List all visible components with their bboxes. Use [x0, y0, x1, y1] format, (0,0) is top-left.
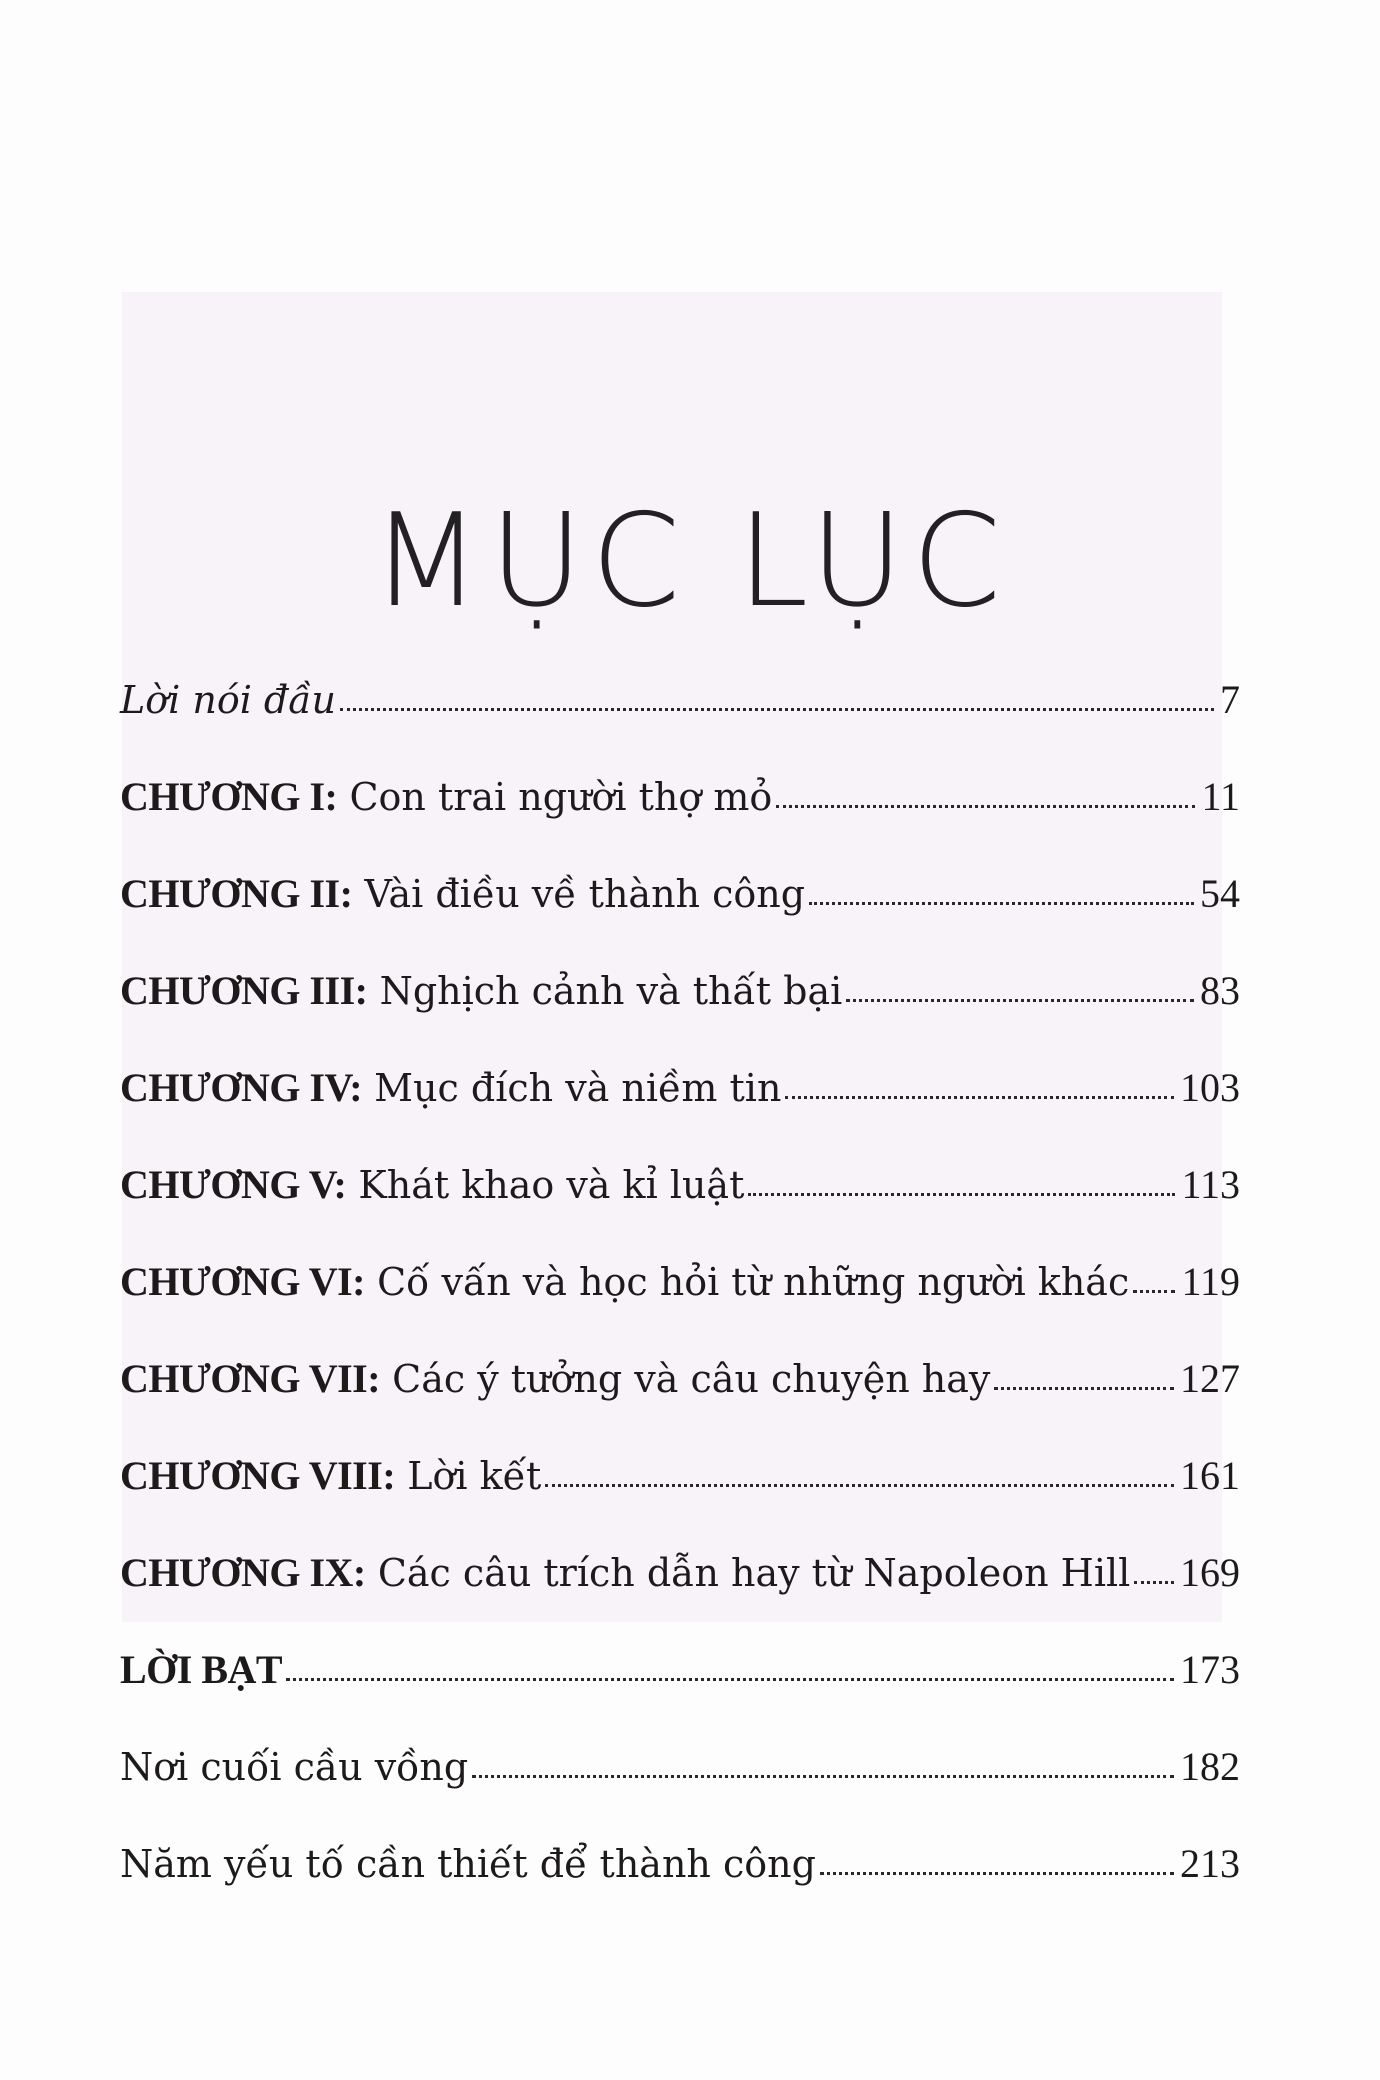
table-of-contents: [120, 677, 1240, 1941]
toc-entry: [120, 677, 1240, 777]
page-number: 161: [1180, 1453, 1240, 1498]
page-number: 54: [1200, 871, 1240, 916]
chapter-number: CHƯƠNG III:: [120, 968, 368, 1013]
toc-entry-title: [120, 1259, 1130, 1304]
chapter-number: LỜI BẠT: [120, 1647, 283, 1692]
page-number: 173: [1180, 1647, 1240, 1692]
toc-entry-title: [120, 968, 843, 1013]
toc-entry: [120, 968, 1240, 1068]
toc-entry-title: [120, 774, 773, 819]
toc-entry: [120, 774, 1240, 874]
dot-leader: [820, 1872, 1174, 1875]
dot-leader: [748, 1193, 1175, 1196]
toc-entry-title: [120, 1453, 542, 1498]
page-number: 113: [1181, 1162, 1240, 1207]
dot-leader: [1133, 1290, 1175, 1293]
page-number: 7: [1220, 677, 1240, 722]
toc-entry: [120, 1065, 1240, 1165]
toc-entry-title: [120, 1550, 1131, 1595]
toc-entry: [120, 1744, 1240, 1844]
dot-leader: [809, 902, 1194, 905]
dot-leader: [846, 999, 1194, 1002]
dot-leader: [776, 805, 1195, 808]
chapter-title: Khát khao và kỉ luật: [358, 1163, 745, 1207]
dot-leader: [994, 1387, 1174, 1390]
page-number: 127: [1180, 1356, 1240, 1401]
page-number: 119: [1181, 1259, 1240, 1304]
toc-entry: [120, 1453, 1240, 1553]
toc-entry-title: [120, 1065, 782, 1110]
chapter-number: CHƯƠNG VIII:: [120, 1453, 396, 1498]
toc-entry-title: [120, 1356, 991, 1401]
chapter-title: Con trai người thợ mỏ: [349, 775, 773, 819]
toc-entry: [120, 871, 1240, 971]
chapter-number: CHƯƠNG I:: [120, 774, 338, 819]
toc-entry: [120, 1841, 1240, 1941]
chapter-number: CHƯƠNG IV:: [120, 1065, 363, 1110]
chapter-title: Cố vấn và học hỏi từ những người khác: [377, 1260, 1130, 1304]
chapter-title: Nghịch cảnh và thất bại: [379, 969, 843, 1013]
dot-leader: [1134, 1581, 1174, 1584]
dot-leader: [545, 1484, 1174, 1487]
toc-entry-title: [120, 680, 336, 720]
chapter-title: Lời kết: [407, 1454, 542, 1498]
toc-entry-title: [120, 1162, 745, 1207]
toc-entry: [120, 1356, 1240, 1456]
page-number: 103: [1180, 1065, 1240, 1110]
chapter-number: CHƯƠNG VI:: [120, 1259, 365, 1304]
dot-leader: [340, 708, 1214, 711]
chapter-number: CHƯƠNG VII:: [120, 1356, 381, 1401]
chapter-title: Lời nói đầu: [120, 678, 337, 722]
toc-entry-title: [120, 871, 806, 916]
chapter-title: Nơi cuối cầu vồng: [120, 1745, 469, 1789]
toc-entry-title: [120, 1844, 816, 1884]
toc-entry: [120, 1259, 1240, 1359]
page-number: 83: [1200, 968, 1240, 1013]
chapter-title: Năm yếu tố cần thiết để thành công: [120, 1842, 816, 1886]
page-title: MỤC LỤC: [370, 486, 1010, 636]
chapter-number: CHƯƠNG V:: [120, 1162, 347, 1207]
toc-entry-title: [120, 1647, 283, 1692]
page-number: 169: [1180, 1550, 1240, 1595]
toc-entry-title: [120, 1747, 468, 1787]
page-number: 11: [1201, 774, 1240, 819]
page-number: 213: [1180, 1841, 1240, 1886]
page-number: 182: [1180, 1744, 1240, 1789]
toc-entry: [120, 1550, 1240, 1650]
chapter-title: Vài điều về thành công: [364, 872, 806, 916]
chapter-title: Các câu trích dẫn hay từ Napoleon Hill: [377, 1551, 1131, 1595]
dot-leader: [286, 1678, 1174, 1681]
chapter-title: Các ý tưởng và câu chuyện hay: [392, 1357, 991, 1401]
dot-leader: [472, 1775, 1174, 1778]
toc-entry: [120, 1647, 1240, 1747]
toc-entry: [120, 1162, 1240, 1262]
chapter-title: Mục đích và niềm tin: [374, 1066, 782, 1110]
chapter-number: CHƯƠNG IX:: [120, 1550, 366, 1595]
chapter-number: CHƯƠNG II:: [120, 871, 353, 916]
dot-leader: [785, 1096, 1174, 1099]
